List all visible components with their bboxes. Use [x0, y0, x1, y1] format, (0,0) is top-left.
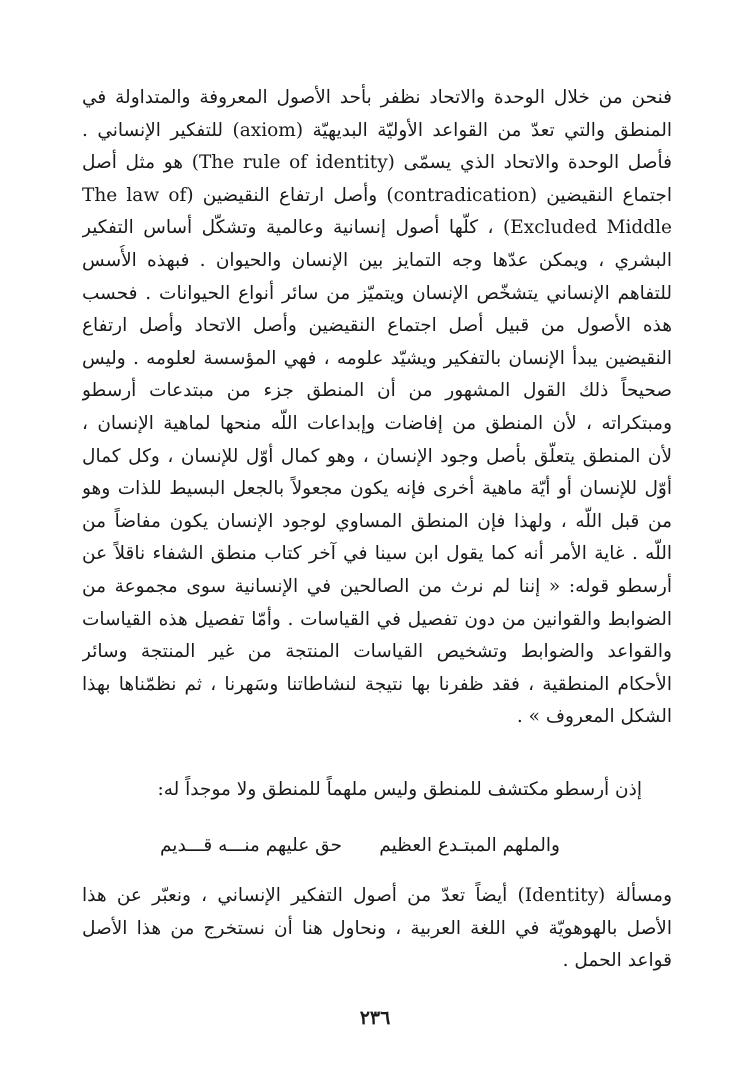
text-line: صحيحاً ذلك القول المشهور من أن المنطق جزء من مبتدعات أرسطو: [82, 380, 672, 402]
verse-hemistich-first: والملهم المبتـدع العظيم: [379, 835, 560, 856]
text-line: الضوابط والقوانين من دون تفصيل في القياسات . وأمّا تفصيل هذه القياسات: [82, 608, 672, 630]
main-paragraph: [82, 82, 672, 734]
text-line: اجتماع النقيضين (contradication) وأصل ارتفاع النقيضين (The law of: [82, 184, 672, 206]
text-line: الأصل بالهوهويّة في اللغة العربية ، ونحاول هنا أن نستخرج من هذا الأصل: [82, 917, 672, 939]
text-line: أوّل للإنسان أو أيّة ماهية أخرى فإنه يكون مجعولاً بالجعل البسيط للذات وهو: [82, 478, 672, 500]
poem-verse: [160, 830, 560, 862]
text-line: البشري ، ويمكن عدّها وجه التمايز بين الإنسان والحيوان . فبهذه الأُسس: [82, 249, 672, 271]
verse-hemistich-second: حق عليهم منـــه قـــديم: [160, 835, 343, 856]
intro-to-verse: [82, 774, 672, 807]
text-line: الشكل المعروف » .: [516, 706, 672, 728]
text-line: فأصل الوحدة والاتحاد الذي يسمّى (The rule of identity) هو مثل أصل: [82, 152, 672, 174]
text-line: ومسألة (Identity) أيضاً تعدّ من أصول التفكير الإنساني ، ونعبّر عن هذا: [82, 885, 672, 906]
text-line: المنطق والتي تعدّ من القواعد الأوليّة البديهيّة (axiom) للتفكير الإنساني .: [82, 119, 672, 141]
text-line: إذن أرسطو مكتشف للمنطق وليس ملهماً للمنطق ولا موجداً له:: [157, 779, 642, 800]
identity-paragraph: [82, 880, 672, 978]
text-line: للتفاهم الإنساني يتشخّص الإنسان ويتميّز من سائر أنواع الحيوانات . فحسب: [82, 282, 672, 304]
page-number: ٢٣٦: [359, 1007, 391, 1029]
text-line: أرسطو قوله: « إننا لم نرث من الصالحين في الإنسانية سوى مجموعة من: [82, 575, 672, 597]
text-line: Excluded Middle) ، كلّها أصول إنسانية وعالمية وتشكّل أساس التفكير: [82, 217, 672, 239]
text-line: النقيضين يبدأ الإنسان بالتفكير ويشيّد علومه ، فهي المؤسسة لعلومه . وليس: [82, 347, 672, 369]
text-line: والقواعد والضوابط وتشخيص القياسات المنتجة من غير المنتجة وسائر: [82, 641, 672, 663]
text-line: فنحن من خلال الوحدة والاتحاد نظفر بأحد الأصول المعروفة والمتداولة في: [82, 87, 672, 108]
text-line: قواعد الحمل .: [562, 950, 672, 972]
text-line: من قبل اللّه ، ولهذا فإن المنطق المساوي لوجود الإنسان يكون مفاضاً من: [82, 510, 672, 532]
text-line: الأحكام المنطقية ، فقد ظفرنا بها نتيجة لنشاطاتنا وسَهرنا ، ثم نظمّناها بهذا: [82, 673, 672, 695]
text-line: ومبتكراته ، لأن المنطق من إفاضات وإبداعات اللّه منحها لماهية الإنسان ،: [82, 412, 672, 434]
text-line: هذه الأصول من قبيل أصل اجتماع النقيضين وأصل الاتحاد وأصل ارتفاع: [82, 315, 672, 337]
text-line: اللّه . غاية الأمر أنه كما يقول ابن سينا في آخر كتاب منطق الشفاء ناقلاً عن: [82, 543, 672, 565]
text-line: لأن المنطق يتعلّق بأصل وجود الإنسان ، وهو كمال أوّل للإنسان ، وكل كمال: [82, 445, 672, 467]
